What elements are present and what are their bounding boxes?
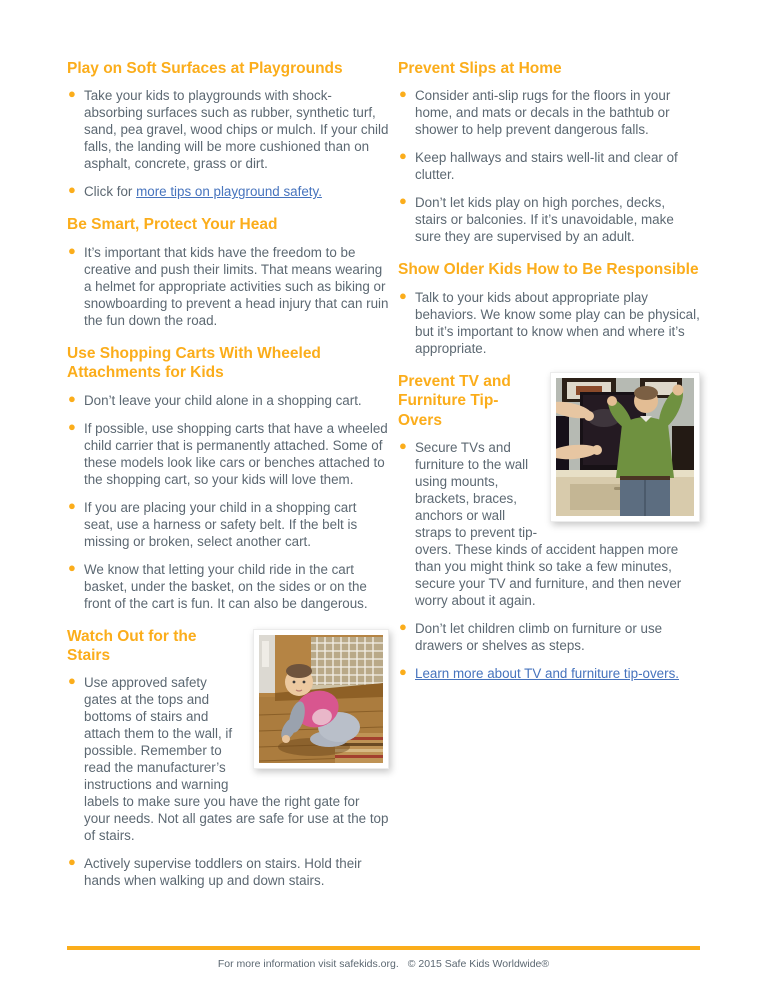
bullet-text: Talk to your kids about appropriate play behaviors. We know some play can be physical, but it’s important to know when and where it’s appropriate.	[415, 289, 700, 356]
bullet-icon: ●	[68, 390, 76, 406]
bullet-text: Actively supervise toddlers on stairs. Hold their hands when walking up and down stairs.	[84, 856, 362, 889]
bullet-text	[415, 665, 700, 682]
bullet-text: Don’t let kids play on high porches, decks, stairs or balconies. If it’s unavoidable, make sure they are supervised by an adult.	[415, 195, 674, 245]
bullet-icon: ●	[399, 193, 407, 209]
playground-safety-link[interactable]: more tips on playground safety.	[136, 184, 322, 200]
bullet-text: Don’t let children climb on furniture or use drawers or shelves as steps.	[415, 620, 663, 653]
bullet-item	[398, 289, 700, 357]
section-title: Play on Soft Surfaces at Playgrounds	[67, 60, 343, 77]
bullet-item	[67, 392, 389, 409]
section-title: Watch Out for the Stairs	[67, 627, 197, 664]
bullet-text: Use approved safety gates at the tops and bottoms of stairs and attach them to the wall, if possible. Remember to read the manufacturer’s instructions and warning labels to make sure you have the right gate for your needs. Not all gates are safe for use at the top of stairs.	[84, 675, 389, 844]
section-title: Show Older Kids How to Be Responsible	[398, 261, 699, 279]
bullet-text: It’s important that kids have the freedom to be creative and push their limits. That means wearing a helmet for appropriate activities such as biking or snowboarding to prevent a head injury that can ruin the fun down the road.	[84, 244, 389, 328]
bullet-text: Secure TVs and furniture to the wall using mounts, brackets, braces, anchors or wall straps to prevent tip-overs. These kinds of accident happen more than you might think so take a few minutes, secure your TV and furniture, and then never worry about it again.	[415, 439, 682, 608]
bullet-item	[398, 149, 700, 183]
section-title: Prevent Slips at Home	[398, 60, 562, 77]
bullet-item	[398, 87, 700, 138]
section-shopping-carts	[67, 344, 389, 612]
bullet-icon: ●	[68, 559, 76, 575]
bullet-text: If possible, use shopping carts that have a wheeled child carrier that is permanently attached. Some of these models look like cars or benches attached to the shopping cart, so your kids will love them.	[84, 420, 388, 487]
section-tv-tipovers	[398, 372, 700, 682]
bullet-icon: ●	[68, 854, 76, 870]
bullet-icon: ●	[399, 148, 407, 164]
bullet-text: Don’t leave your child alone in a shopping cart.	[84, 392, 362, 408]
bullet-item	[67, 855, 389, 889]
bullet-text: We know that letting your child ride in the cart basket, under the basket, on the sides or on the front of the cart is fun. It can also be dangerous.	[84, 561, 368, 611]
section-playground-surfaces	[67, 59, 389, 200]
bullet-item	[67, 499, 389, 550]
bullet-icon: ●	[399, 618, 407, 634]
bullet-text: If you are placing your child in a shopping cart seat, use a harness or safety belt. If the belt is missing or broken, select another cart.	[84, 499, 358, 549]
section-title: Be Smart, Protect Your Head	[67, 216, 278, 234]
bullet-item	[398, 439, 700, 609]
page-footer	[67, 946, 700, 970]
bullet-icon: ●	[68, 673, 76, 689]
bullet-text: Keep hallways and stairs well-lit and clear of clutter.	[415, 150, 678, 183]
bullet-icon: ●	[68, 497, 76, 513]
bullet-item	[67, 87, 389, 172]
footer-divider	[67, 946, 700, 950]
bullet-item	[398, 665, 700, 682]
bullet-item	[398, 194, 700, 245]
right-column	[398, 59, 700, 900]
footer-copyright: © 2015 Safe Kids Worldwide®	[407, 958, 550, 970]
bullet-text: Take your kids to playgrounds with shock-absorbing surfaces such as rubber, synthetic turf, sand, pea gravel, wood chips or mulch. If your child falls, the landing will be more cushioned than on asphalt, concrete, grass or dirt.	[84, 88, 389, 172]
bullet-icon: ●	[68, 242, 76, 258]
bullet-icon: ●	[68, 182, 76, 198]
bullet-icon: ●	[68, 86, 76, 102]
section-title: Prevent TV and Furniture Tip-Overs	[398, 372, 511, 429]
bullet-icon: ●	[68, 418, 76, 434]
section-older-kids	[398, 260, 700, 356]
bullet-text: Consider anti-slip rugs for the floors in your home, and mats or decals in the bathtub or shower to help prevent dangerous falls.	[415, 88, 671, 138]
section-stairs	[67, 627, 389, 890]
bullet-item	[67, 674, 389, 844]
bullet-item	[67, 244, 389, 329]
bullet-icon: ●	[399, 663, 407, 679]
bullet-icon: ●	[399, 287, 407, 303]
footer-info: For more information visit safekids.org.	[217, 958, 399, 970]
bullet-item	[398, 620, 700, 654]
tipovers-link[interactable]: Learn more about TV and furniture tip-overs.	[415, 665, 679, 681]
section-protect-head	[67, 215, 389, 328]
bullet-text	[84, 183, 389, 200]
bullet-icon: ●	[399, 86, 407, 102]
section-prevent-slips	[398, 59, 700, 245]
content-columns	[67, 59, 700, 900]
footer-text	[67, 958, 700, 970]
bullet-item	[67, 183, 389, 200]
bullet-icon: ●	[399, 437, 407, 453]
section-title: Use Shopping Carts With Wheeled Attachments for Kids	[67, 344, 321, 382]
bullet-item	[67, 561, 389, 612]
bullet-item	[67, 420, 389, 488]
left-column	[67, 59, 389, 900]
link-prefix: Click for	[84, 184, 137, 200]
